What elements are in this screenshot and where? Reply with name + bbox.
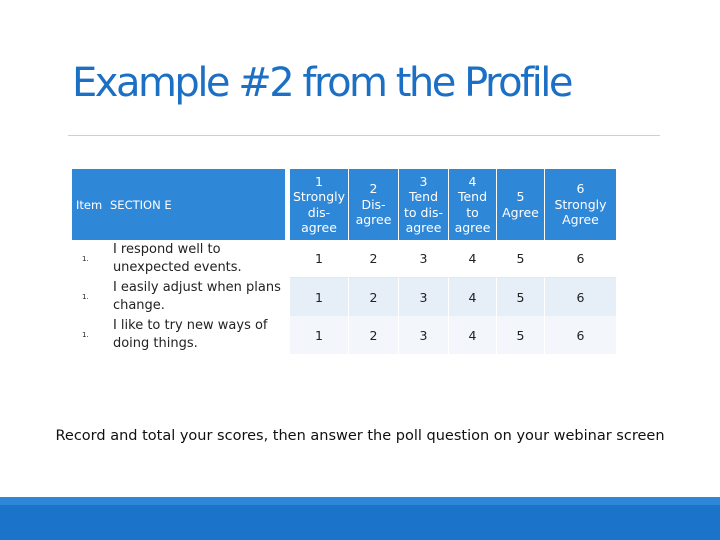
score-cell: 2 [349,278,399,316]
score-cell: 3 [399,240,449,278]
section-column-header: SECTION E [110,197,172,212]
scale-header-strongly-agree: 6 Strongly Agree [545,169,617,240]
item-number: 1. [82,331,89,339]
item-statement: I like to try new ways of doing things. [112,318,268,351]
score-cell: 5 [497,278,545,316]
table-row [290,278,617,316]
score-cell: 1 [290,278,349,316]
score-cell: 2 [349,316,399,354]
slide-title: Example #2 from the Profile [72,60,571,106]
score-cell: 3 [399,316,449,354]
score-cell: 6 [545,278,617,316]
instruction-note: Record and total your scores, then answer the poll question on your webinar screen [55,428,665,444]
item-number: 1. [82,293,89,301]
scale-header-disagree: 2 Dis- agree [349,169,399,240]
score-cell: 6 [545,240,617,278]
score-cell: 1 [290,240,349,278]
score-cell: 4 [449,316,497,354]
item-column-header: Item [76,197,103,212]
score-cell: 5 [497,240,545,278]
scale-header-strongly-disagree: 1 Strongly dis- agree [290,169,349,240]
scale-header-agree: 5 Agree [497,169,545,240]
scale-header-tend-to-agree: 4 Tend to agree [449,169,497,240]
score-cell: 4 [449,278,497,316]
score-cell: 3 [399,278,449,316]
items-table [72,169,285,354]
item-statement: I easily adjust when plans change. [112,280,281,313]
table-row [72,240,285,278]
footer-accent-bar [0,497,720,505]
footer-bar [0,505,720,540]
score-cell: 4 [449,240,497,278]
table-row [290,240,617,278]
table-row [72,278,285,316]
item-statement: I respond well to unexpected events. [112,242,242,275]
table-row [72,316,285,354]
score-cell: 5 [497,316,545,354]
rating-scale-table [290,169,617,354]
score-cell: 2 [349,240,399,278]
table-row [290,316,617,354]
item-number: 1. [82,255,89,263]
score-cell: 6 [545,316,617,354]
scale-header-tend-to-disagree: 3 Tend to dis- agree [399,169,449,240]
items-table-header [72,169,285,240]
title-divider [68,135,660,136]
score-cell: 1 [290,316,349,354]
scale-header-row [290,169,617,240]
